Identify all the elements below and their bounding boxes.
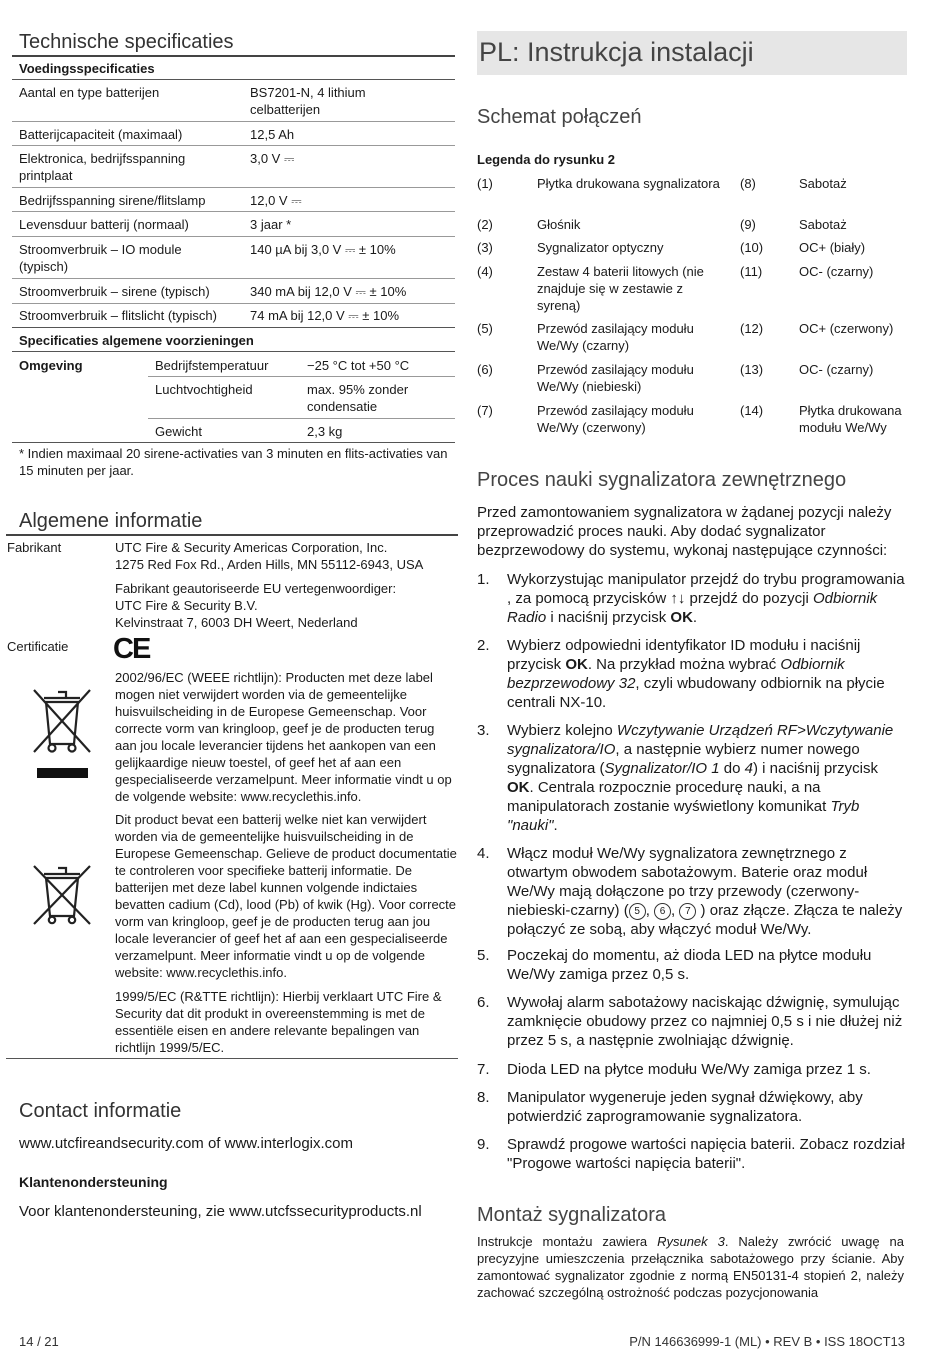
spec-label: Aantal en type batterijen	[19, 85, 160, 100]
legend-number: (9)	[740, 217, 756, 232]
spec-value: BS7201-N, 4 lithium celbatterijen	[250, 85, 366, 117]
weee-crossed-bin-icon	[28, 684, 96, 782]
legend-text: OC+ (biały)	[799, 240, 866, 255]
circled-number: 5	[629, 903, 646, 920]
divider	[12, 145, 455, 146]
divider	[12, 211, 455, 212]
emphasis-bold: OK	[507, 779, 530, 796]
circled-number: 6	[654, 903, 671, 920]
text-run: Sprawdź progowe wartości napięcia baterii. Zobacz rozdział "Progowe wartości napięcia baterii".	[507, 1136, 905, 1172]
legend-number: (1)	[477, 176, 493, 191]
legend-title: Legenda do rysunku 2	[477, 152, 615, 167]
divider	[6, 1058, 458, 1059]
legend-text: Sygnalizator optyczny	[537, 240, 664, 255]
divider	[12, 351, 455, 352]
step-text	[507, 1088, 907, 1126]
rep-line: UTC Fire & Security B.V.	[115, 598, 258, 613]
legend-text: Płytka drukowana sygnalizatora	[537, 176, 720, 191]
legend-text: Przewód zasilający modułu We/Wy (niebieski)	[537, 362, 694, 394]
spec-label: Stroomverbruik – IO module (typisch)	[19, 242, 182, 274]
divider	[12, 55, 455, 57]
text-run: .	[553, 817, 558, 834]
legend-text: Przewód zasilający modułu We/Wy (czerwony)	[537, 403, 694, 435]
spec-label: Levensduur batterij (normaal)	[19, 217, 189, 232]
emphasis-bold: ↑↓	[670, 590, 686, 607]
spec-label: Stroomverbruik – sirene (typisch)	[19, 284, 210, 299]
spec-value: 74 mA bij 12,0 V ⎓ ± 10%	[250, 308, 400, 323]
step-text	[507, 946, 907, 984]
legend-text: OC+ (czerwony)	[799, 321, 894, 336]
spec-label: Stroomverbruik – flitslicht (typisch)	[19, 308, 217, 323]
step-text	[507, 844, 907, 939]
emphasis-italic: Tryb "nauki"	[507, 798, 860, 834]
voeding-header: Voedingsspecificaties	[19, 61, 155, 76]
spec-label: Bedrijfsspanning sirene/flitslamp	[19, 193, 206, 208]
divider	[148, 376, 455, 377]
env-label: Bedrijfstemperatuur	[155, 358, 269, 373]
rep-line: Fabrikant geautoriseerde EU vertegenwoordiger:	[115, 581, 397, 596]
legend-number: (13)	[740, 362, 764, 377]
spec-value: 12,0 V ⎓	[250, 193, 302, 208]
step-number: 6.	[477, 994, 490, 1011]
legend-number: (8)	[740, 176, 756, 191]
text-run: . Należy zwrócić uwagę na precyzyjne umieszczenia przełącznika sabotażowego przy ścianie. Aby zamontować sygnalizator zgodnie z normą EN50131-4 stopień 2, należy zachować szczególną ostrożność podczas pozycjonowania	[477, 1234, 905, 1300]
contact-web: www.utcfireandsecurity.com of www.interlogix.com	[19, 1135, 353, 1152]
text-run: ,	[645, 902, 655, 919]
step-number: 5.	[477, 947, 490, 964]
battery-crossed-bin-icon	[30, 862, 94, 928]
divider	[12, 121, 455, 122]
legend-number: (3)	[477, 240, 493, 255]
tech-spec-title: Technische specificaties	[19, 31, 234, 53]
text-run: Wywołaj alarm sabotażowy naciskając dźwignię, symulując zamknięcie obudowy przez co najmniej 0,5 s i nie dłużej niż przez 5 s, a następnie zwolniając dźwignię.	[507, 994, 903, 1049]
step-number: 8.	[477, 1089, 490, 1106]
env-value: 2,3 kg	[307, 424, 343, 439]
step-number: 1.	[477, 571, 490, 588]
divider	[12, 187, 455, 188]
legend-number: (5)	[477, 321, 493, 336]
spec-label: Elektronica, bedrijfsspanning printplaat	[19, 151, 186, 183]
step-number: 2.	[477, 637, 490, 654]
emphasis-bold: OK	[670, 609, 693, 626]
text-run: . Centrala rozpocznie procedurę nauki, a na manipulatorach zostanie wyświetlony komunikat	[507, 779, 831, 815]
klanten-text: Voor klantenondersteuning, zie www.utcfssecurityproducts.nl	[19, 1203, 422, 1220]
rtte-text: 1999/5/EC (R&TTE richtlijn): Hierbij verklaart UTC Fire & Security dat dit produkt in overeenstemming is met de essentiële eisen en andere relevante bepalingen van richtlijn 1999/5/EC.	[115, 989, 442, 1055]
legend-text: Płytka drukowana modułu We/Wy	[799, 403, 902, 435]
legend-text: Sabotaż	[799, 217, 847, 232]
step-text	[507, 636, 907, 712]
fabrikant-label: Fabrikant	[7, 540, 62, 555]
legend-number: (6)	[477, 362, 493, 377]
env-label: Luchtvochtigheid	[155, 382, 253, 397]
weee-text: 2002/96/EC (WEEE richtlijn): Producten met deze label mogen niet verwijdert worden via de gemeentelijke huisvuilscheiding in de Europese Gemeenschap. Voor correcte vorm van kringloop, geef je de producten terug aan jou locale leverancier tijdens het aankopen van een gelijkaardige nieuw toestel, of geef het af aan een gespecialiseerde verzamelpunt. Meer informatie vindt u op de volgende website: www.recyclethis.info.	[115, 670, 452, 804]
alg-spec-header: Specificaties algemene voorzieningen	[19, 333, 254, 348]
legend-text: Przewód zasilający modułu We/Wy (czarny)	[537, 321, 694, 353]
emphasis-italic: Rysunek 3	[657, 1234, 725, 1249]
cert-label: Certificatie	[7, 639, 69, 654]
legend-number: (12)	[740, 321, 764, 336]
emphasis-italic: Odbiornik bezprzewodowy 32	[507, 656, 845, 692]
montaz-text	[477, 1233, 904, 1301]
contact-title: Contact informatie	[19, 1100, 182, 1122]
step-number: 4.	[477, 845, 490, 862]
spec-label: Batterijcapaciteit (maximaal)	[19, 127, 183, 142]
part-number: P/N 146636999-1 (ML) • REV B • ISS 18OCT13	[629, 1334, 905, 1349]
divider	[148, 418, 455, 419]
legend-number: (2)	[477, 217, 493, 232]
omgeving-label: Omgeving	[19, 358, 83, 373]
spec-value: 12,5 Ah	[250, 127, 295, 142]
legend-text: Zestaw 4 baterii litowych (nie znajduje się w zestawie z syreną)	[537, 264, 704, 313]
step-text	[507, 993, 907, 1050]
env-value: −25 °C tot +50 °C	[307, 358, 410, 373]
emphasis-italic: Odbiornik Radio	[507, 590, 878, 626]
legend-number: (11)	[740, 264, 763, 279]
step-text	[507, 721, 907, 835]
step-text	[507, 1060, 907, 1079]
text-run: Wykorzystując manipulator przejdź do trybu programowania , za pomocą przycisków	[507, 571, 905, 607]
divider	[12, 236, 455, 237]
legend-text: Sabotaż	[799, 176, 847, 191]
text-run: .	[692, 609, 698, 626]
emphasis-italic: Wczytywanie Urządzeń RF>Wczytywanie sygnalizatora/IO	[507, 722, 894, 758]
emphasis-italic: 4	[744, 760, 753, 777]
algemene-title: Algemene informatie	[19, 510, 203, 532]
legend-text: OC- (czarny)	[799, 362, 874, 377]
legend-number: (10)	[740, 240, 764, 255]
klanten-title: Klantenondersteuning	[19, 1174, 168, 1190]
text-run: Włącz moduł We/Wy sygnalizatora zewnętrznego z otwartym obwodem sabotażowym. Baterie oraz moduł We/Wy mają dołączone po trzy przewody (czerwony-niebieski-czarny) (	[507, 845, 868, 919]
rep-line: Kelvinstraat 7, 6003 DH Weert, Nederland	[115, 615, 358, 630]
pl-title-bar	[477, 31, 907, 75]
proces-intro: Przed zamontowaniem sygnalizatora w żądanej pozycji należy przeprowadzić proces nauki. Aby dodać sygnalizator bezprzewodowy do systemu, wykonaj następujące czynności:	[477, 504, 892, 559]
legend-number: (7)	[477, 403, 493, 418]
text-run: Manipulator wygeneruje jeden sygnał dźwiękowy, aby potwierdzić zaprogramowanie sygnalizatora.	[507, 1089, 863, 1125]
text-run: Wybierz kolejno	[507, 722, 617, 739]
spec-value: 140 µA bij 3,0 V ⎓ ± 10%	[250, 242, 396, 257]
page-number: 14 / 21	[19, 1334, 59, 1349]
text-run: ,	[671, 902, 680, 919]
env-value: max. 95% zonder condensatie	[307, 382, 409, 414]
divider	[12, 327, 455, 328]
legend-text: Głośnik	[537, 217, 581, 232]
divider	[12, 442, 455, 443]
divider	[12, 303, 455, 304]
step-text	[507, 1135, 907, 1173]
circled-number: 7	[679, 903, 696, 920]
emphasis-bold: OK	[565, 656, 588, 673]
text-run: Instrukcje montażu zawiera	[477, 1234, 658, 1249]
divider	[12, 79, 455, 80]
pl-title: PL: Instrukcja instalacji	[479, 37, 754, 67]
text-run: . Na przykład można wybrać	[587, 656, 781, 673]
proces-title: Proces nauki sygnalizatora zewnętrznego	[477, 469, 847, 491]
spec-value: 340 mA bij 12,0 V ⎓ ± 10%	[250, 284, 407, 299]
text-run: i naciśnij przycisk	[546, 609, 671, 626]
divider	[6, 534, 458, 536]
montaz-title: Montaż sygnalizatora	[477, 1204, 666, 1226]
footnote: * Indien maximaal 20 sirene-activaties van 3 minuten en flits-activaties van 15 minuten per jaar.	[19, 446, 448, 478]
text-run: ) i naciśnij przycisk	[752, 760, 879, 777]
step-number: 7.	[477, 1061, 490, 1078]
text-run: , czyli wbudowany odbiornik na płycie centrali NX-10.	[507, 675, 885, 711]
legend-text: OC- (czarny)	[799, 264, 874, 279]
emphasis-italic: Sygnalizator/IO 1	[604, 760, 720, 777]
spec-value: 3,0 V ⎓	[250, 151, 295, 166]
step-number: 3.	[477, 722, 490, 739]
text-run: ) oraz złącze. Złącza te należy połączyć ze sobą, aby włączyć moduł We/Wy.	[507, 902, 903, 938]
fabrikant-line: UTC Fire & Security Americas Corporation, Inc.	[115, 540, 388, 555]
text-run: przejdź do pozycji	[685, 590, 813, 607]
text-run: do	[719, 760, 745, 777]
ce-mark-icon: CE	[113, 633, 150, 665]
battery-text: Dit product bevat een batterij welke niet kan verwijdert worden via de gemeentelijke huisvuilscheiding in de Europese Gemeenschap. Gelieve de product documentatie te controleren voor specifieke batterij informatie. De batterijen met deze label kunnen volgende indictaies bevatten cadium (Cd), lood (Pb) of kwik (Hg). Voor correcte vorm van kringloop, geef je de producten terug aan jou locale leverancier of geef het af aan een gespecialiseerde verzamelpunt. Meer informatie vindt u op de volgende website: www.recyclethis.info.	[115, 812, 457, 980]
legend-number: (4)	[477, 264, 493, 279]
legend-number: (14)	[740, 403, 764, 418]
text-run: Wybierz odpowiedni identyfikator ID modułu i naciśnij przycisk	[507, 637, 861, 673]
env-label: Gewicht	[155, 424, 202, 439]
text-run: Dioda LED na płytce modułu We/Wy zamiga przez 1 s.	[507, 1061, 871, 1078]
text-run: , a następnie wybierz numer nowego sygnalizatora (	[507, 741, 860, 777]
divider	[12, 278, 455, 279]
step-text	[507, 570, 907, 627]
schemat-title: Schemat połączeń	[477, 106, 642, 128]
step-number: 9.	[477, 1136, 490, 1153]
text-run: Poczekaj do momentu, aż dioda LED na płytce modułu We/Wy zamiga przez 0,5 s.	[507, 947, 872, 983]
fabrikant-line: 1275 Red Fox Rd., Arden Hills, MN 55112-6943, USA	[115, 557, 424, 572]
spec-value: 3 jaar *	[250, 217, 292, 232]
